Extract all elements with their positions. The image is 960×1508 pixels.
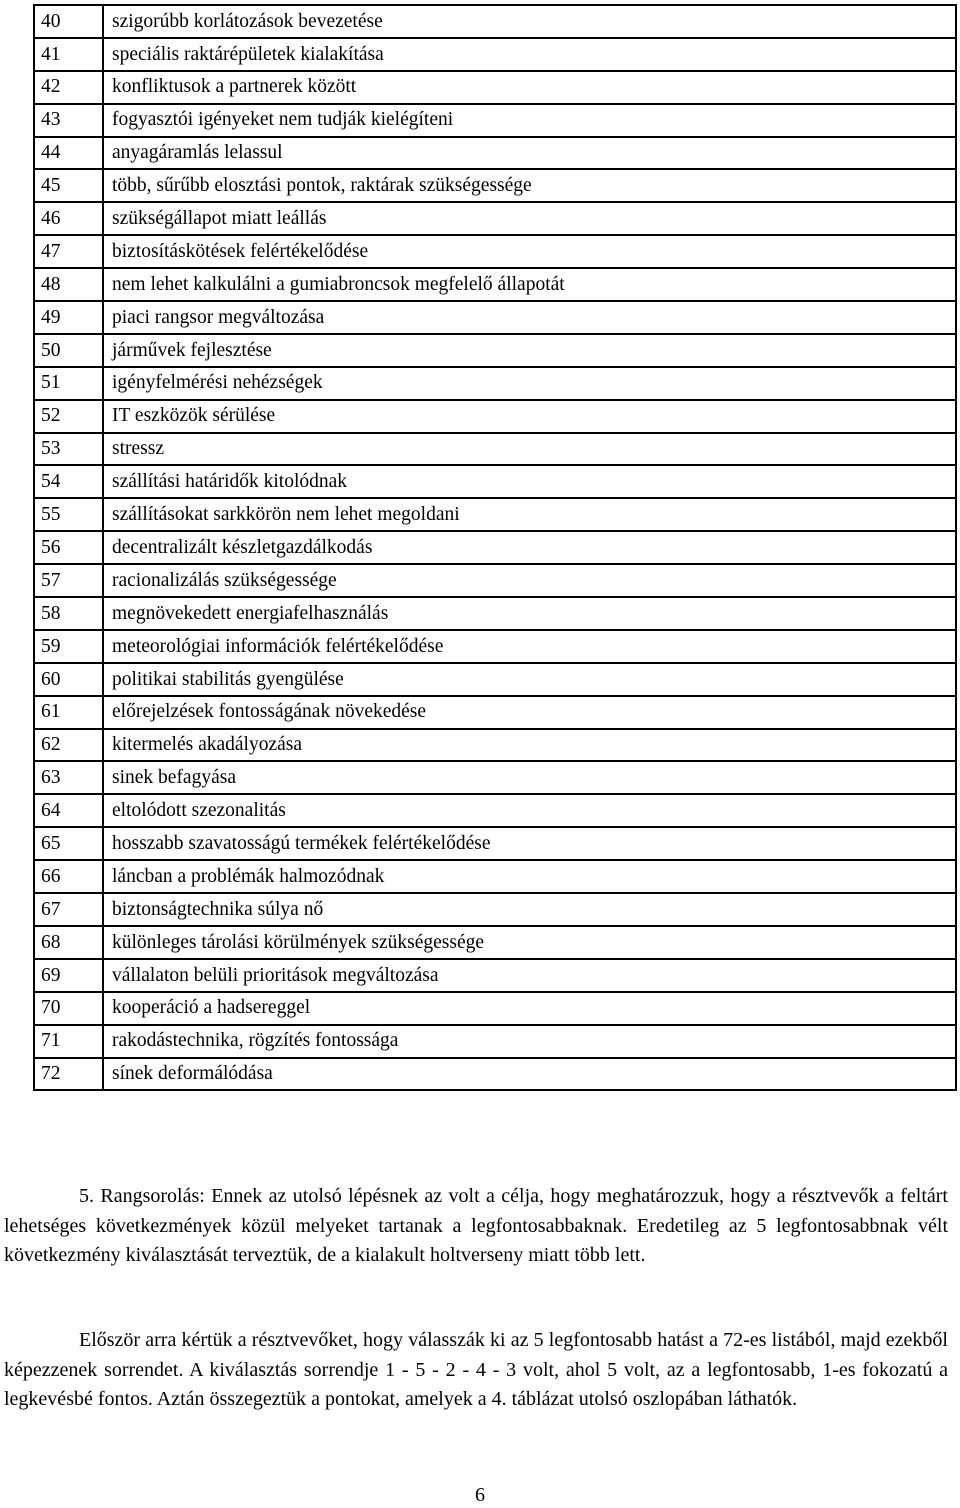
row-text: szigorúbb korlátozások bevezetése (103, 5, 956, 38)
row-number: 71 (34, 1025, 103, 1058)
row-number: 70 (34, 992, 103, 1025)
row-text: speciális raktárépületek kialakítása (103, 38, 956, 71)
row-text: több, sűrűbb elosztási pontok, raktárak szükségessége (103, 169, 956, 202)
row-text: konfliktusok a partnerek között (103, 71, 956, 104)
row-number: 42 (34, 71, 103, 104)
table-row (34, 104, 956, 137)
row-text: meteorológiai információk felértékelődése (103, 630, 956, 663)
row-text: szállítási határidők kitolódnak (103, 465, 956, 498)
table-row (34, 926, 956, 959)
row-number: 43 (34, 104, 103, 137)
row-text: szállításokat sarkkörön nem lehet megoldani (103, 498, 956, 531)
row-number: 50 (34, 334, 103, 367)
table-row (34, 597, 956, 630)
table-row (34, 992, 956, 1025)
table-body (34, 5, 956, 1090)
table-row (34, 498, 956, 531)
table-row (34, 301, 956, 334)
row-number: 63 (34, 761, 103, 794)
table-row (34, 235, 956, 268)
row-number: 57 (34, 564, 103, 597)
table-row (34, 400, 956, 433)
row-number: 59 (34, 630, 103, 663)
row-text: igényfelmérési nehézségek (103, 367, 956, 400)
row-text: megnövekedett energiafelhasználás (103, 597, 956, 630)
row-text: kitermelés akadályozása (103, 729, 956, 762)
row-text: IT eszközök sérülése (103, 400, 956, 433)
table-row (34, 761, 956, 794)
table-row (34, 1058, 956, 1091)
table-row (34, 268, 956, 301)
table-row (34, 794, 956, 827)
row-number: 48 (34, 268, 103, 301)
table-row (34, 630, 956, 663)
row-text: anyagáramlás lelassul (103, 137, 956, 170)
row-text: vállalaton belüli prioritások megváltozása (103, 959, 956, 992)
row-text: különleges tárolási körülmények szükségessége (103, 926, 956, 959)
table-row (34, 729, 956, 762)
table-row (34, 893, 956, 926)
table-row (34, 202, 956, 235)
row-text: kooperáció a hadsereggel (103, 992, 956, 1025)
row-text: rakodástechnika, rögzítés fontossága (103, 1025, 956, 1058)
table-row (34, 860, 956, 893)
row-text: stressz (103, 433, 956, 466)
row-text: decentralizált készletgazdálkodás (103, 531, 956, 564)
row-number: 52 (34, 400, 103, 433)
table-row (34, 367, 956, 400)
table-row (34, 465, 956, 498)
row-number: 40 (34, 5, 103, 38)
table-row (34, 169, 956, 202)
row-number: 62 (34, 729, 103, 762)
row-text: járművek fejlesztése (103, 334, 956, 367)
row-text: biztonságtechnika súlya nő (103, 893, 956, 926)
row-number: 65 (34, 827, 103, 860)
row-number: 61 (34, 696, 103, 729)
row-text: hosszabb szavatosságú termékek felértékelődése (103, 827, 956, 860)
table-row (34, 5, 956, 38)
table-row (34, 334, 956, 367)
row-number: 54 (34, 465, 103, 498)
page-number: 6 (475, 1484, 485, 1506)
row-number: 41 (34, 38, 103, 71)
row-number: 44 (34, 137, 103, 170)
row-number: 64 (34, 794, 103, 827)
row-text: eltolódott szezonalitás (103, 794, 956, 827)
paragraph-ranking: 5. Rangsorolás: Ennek az utolsó lépésnek az volt a célja, hogy meghatározzuk, hogy a résztvevők a feltárt lehetséges következmények közül melyeket tartanak a legfontosabbaknak. Eredetileg az 5 legfontosabbnak vélt következmény kiválasztását terveztük, de a kialakult holtverseny miatt több lett. (4, 1185, 948, 1266)
row-number: 51 (34, 367, 103, 400)
table-row (34, 433, 956, 466)
row-text: biztosításkötések felértékelődése (103, 235, 956, 268)
row-number: 56 (34, 531, 103, 564)
row-number: 68 (34, 926, 103, 959)
row-number: 69 (34, 959, 103, 992)
row-number: 45 (34, 169, 103, 202)
row-number: 58 (34, 597, 103, 630)
row-text: láncban a problémák halmozódnak (103, 860, 956, 893)
table-row (34, 137, 956, 170)
row-number: 49 (34, 301, 103, 334)
row-number: 46 (34, 202, 103, 235)
table-row (34, 1025, 956, 1058)
table-row (34, 564, 956, 597)
table-row (34, 663, 956, 696)
row-number: 47 (34, 235, 103, 268)
table-row (34, 531, 956, 564)
table-row (34, 827, 956, 860)
row-text: fogyasztói igényeket nem tudják kielégíteni (103, 104, 956, 137)
row-text: szükségállapot miatt leállás (103, 202, 956, 235)
table-row (34, 959, 956, 992)
table-row (34, 696, 956, 729)
row-number: 60 (34, 663, 103, 696)
row-number: 72 (34, 1058, 103, 1091)
row-text: piaci rangsor megváltozása (103, 301, 956, 334)
table-row (34, 38, 956, 71)
row-text: politikai stabilitás gyengülése (103, 663, 956, 696)
paragraph-method: Először arra kértük a résztvevőket, hogy válasszák ki az 5 legfontosabb hatást a 72-es listából, majd ezekből képezzenek sorrendet. A kiválasztás sorrendje 1 - 5 - 2 - 4 - 3 volt, ahol 5 volt, az a legfontosabb, 1-es fokozatú a legkevésbé fontos. Aztán összegeztük a pontokat, amelyek a 4. táblázat utolsó oszlopában láthatók. (4, 1329, 948, 1410)
row-number: 55 (34, 498, 103, 531)
row-text: nem lehet kalkulálni a gumiabroncsok megfelelő állapotát (103, 268, 956, 301)
row-number: 67 (34, 893, 103, 926)
row-number: 66 (34, 860, 103, 893)
consequences-table (33, 4, 957, 1091)
row-text: sinek befagyása (103, 761, 956, 794)
table-row (34, 71, 956, 104)
row-number: 53 (34, 433, 103, 466)
row-text: racionalizálás szükségessége (103, 564, 956, 597)
row-text: sínek deformálódása (103, 1058, 956, 1091)
row-text: előrejelzések fontosságának növekedése (103, 696, 956, 729)
